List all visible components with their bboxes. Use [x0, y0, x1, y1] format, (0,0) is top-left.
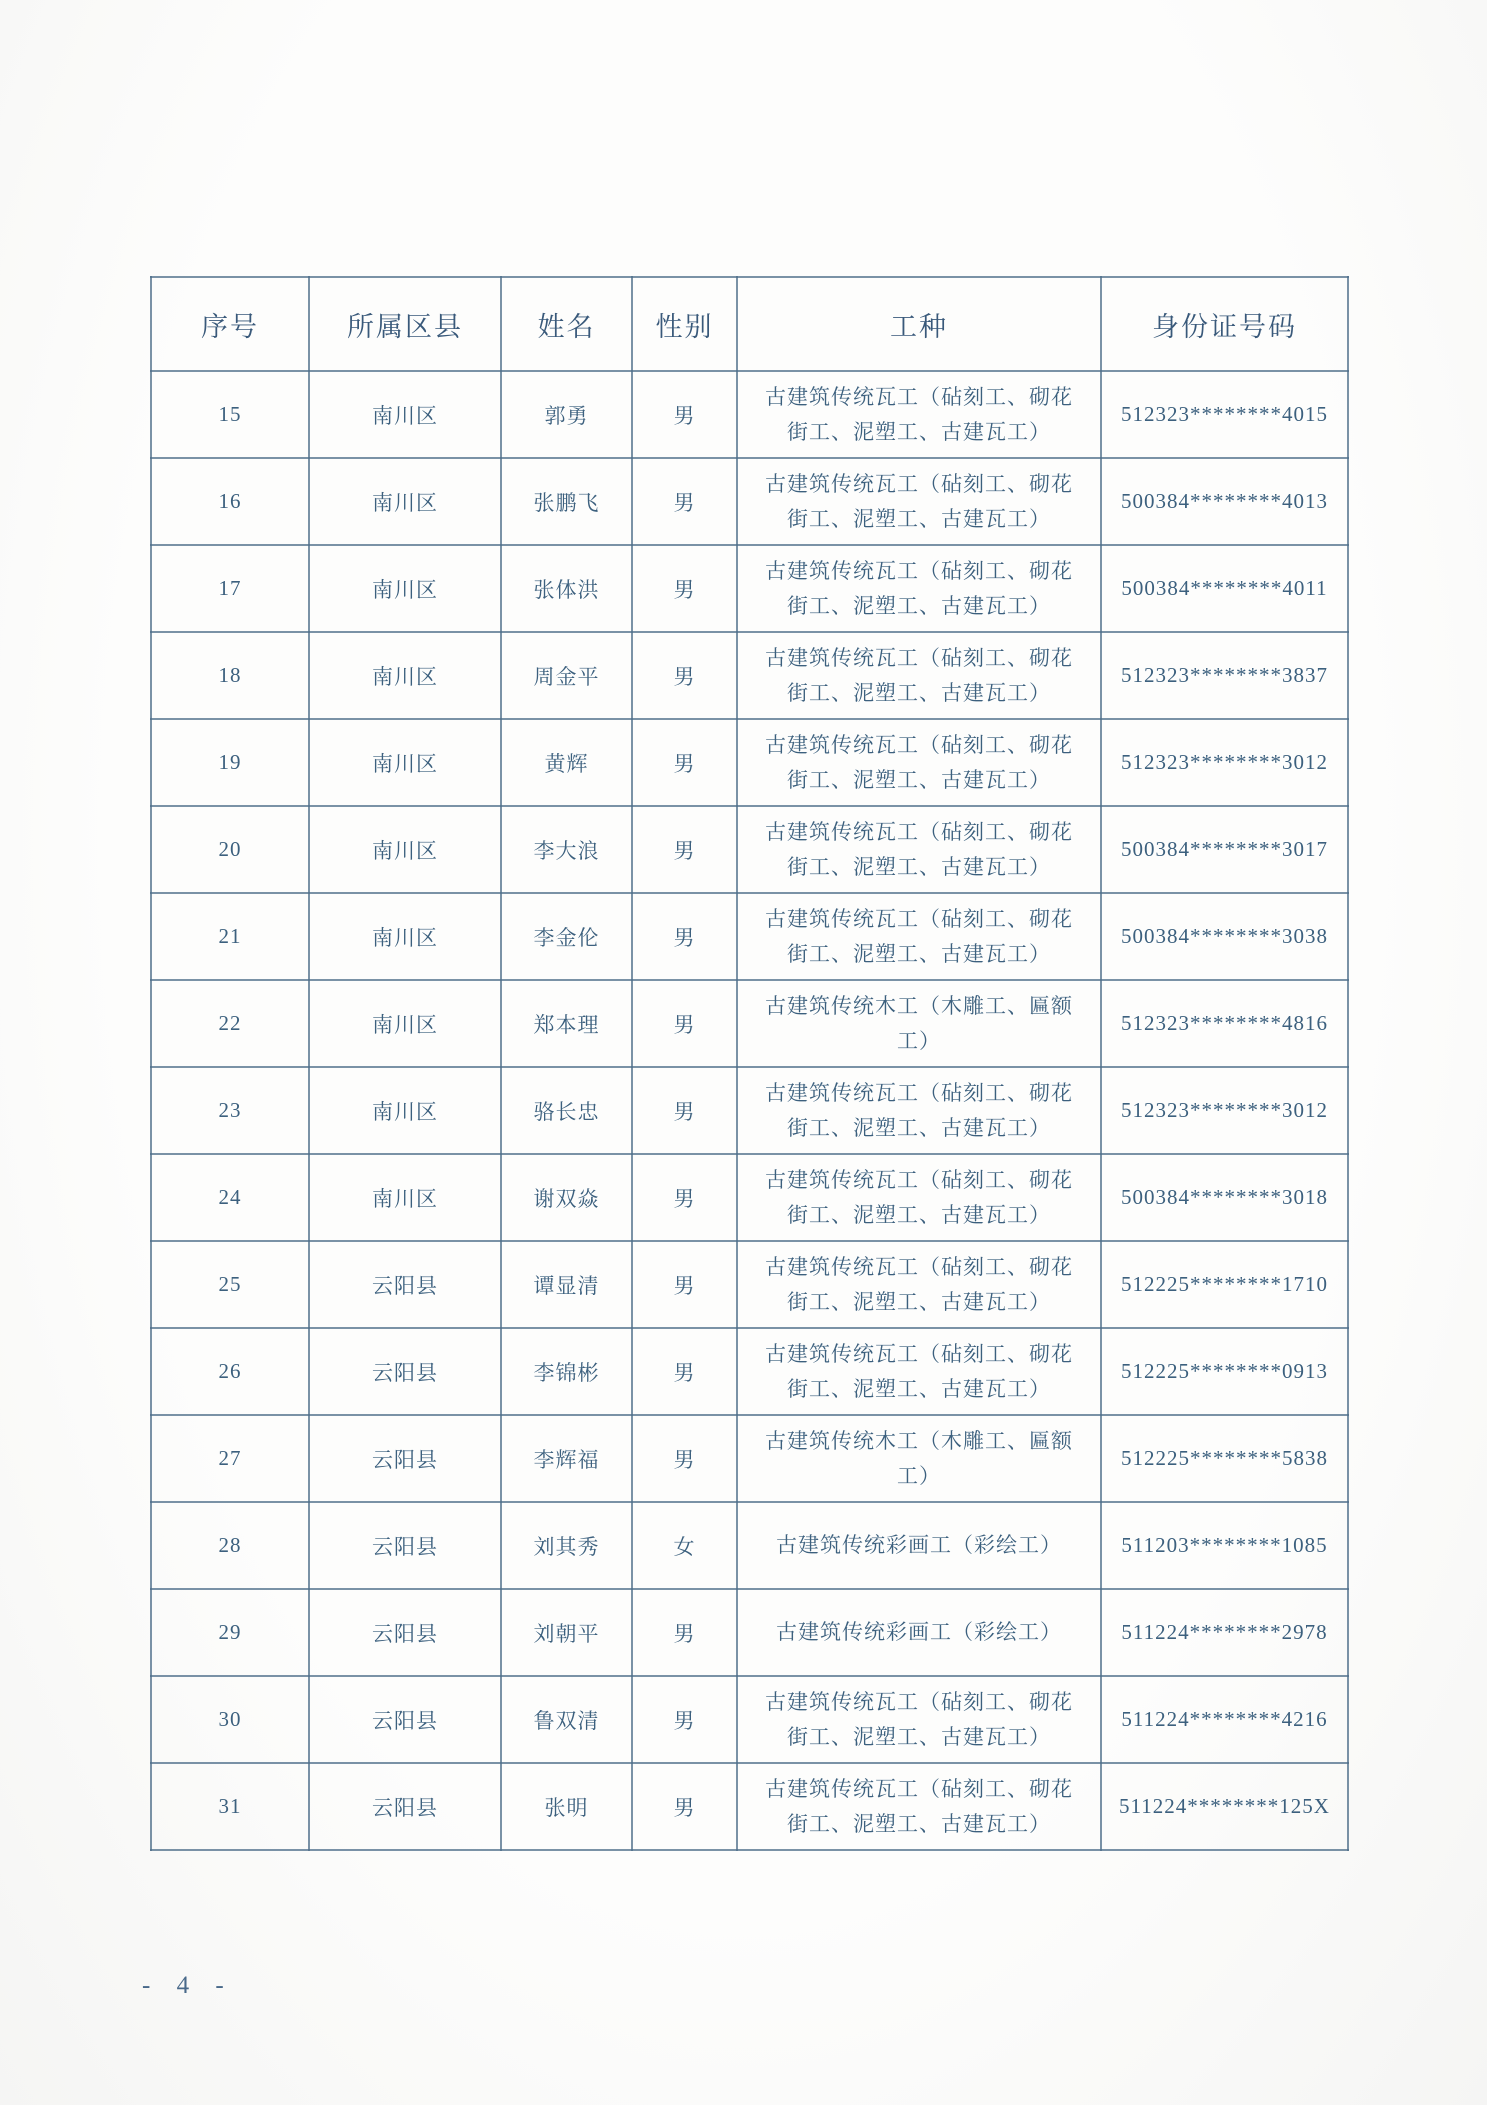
cell-serial: 27	[151, 1415, 309, 1502]
cell-serial: 17	[151, 545, 309, 632]
table-row	[151, 1328, 1348, 1415]
table-row	[151, 1763, 1348, 1850]
cell-district: 南川区	[309, 632, 501, 719]
column-header: 姓名	[501, 277, 632, 371]
table-header	[151, 277, 1348, 371]
cell-trade: 古建筑传统瓦工（砧刻工、砌花街工、泥塑工、古建瓦工）	[737, 545, 1101, 632]
cell-district: 南川区	[309, 458, 501, 545]
cell-serial: 31	[151, 1763, 309, 1850]
column-header: 工种	[737, 277, 1101, 371]
cell-serial: 20	[151, 806, 309, 893]
cell-district: 云阳县	[309, 1328, 501, 1415]
cell-gender: 男	[632, 545, 737, 632]
cell-trade: 古建筑传统彩画工（彩绘工）	[737, 1502, 1101, 1589]
cell-district: 南川区	[309, 545, 501, 632]
cell-district: 云阳县	[309, 1415, 501, 1502]
cell-id-number: 500384********3018	[1101, 1154, 1348, 1241]
cell-name: 李辉福	[501, 1415, 632, 1502]
cell-id-number: 511224********125X	[1101, 1763, 1348, 1850]
cell-id-number: 511224********2978	[1101, 1589, 1348, 1676]
cell-id-number: 512323********3837	[1101, 632, 1348, 719]
cell-name: 刘朝平	[501, 1589, 632, 1676]
cell-district: 南川区	[309, 980, 501, 1067]
cell-id-number: 512323********3012	[1101, 719, 1348, 806]
cell-gender: 男	[632, 1589, 737, 1676]
cell-serial: 30	[151, 1676, 309, 1763]
cell-gender: 男	[632, 1328, 737, 1415]
cell-serial: 23	[151, 1067, 309, 1154]
column-header: 性别	[632, 277, 737, 371]
cell-serial: 18	[151, 632, 309, 719]
cell-serial: 25	[151, 1241, 309, 1328]
cell-name: 李大浪	[501, 806, 632, 893]
cell-id-number: 512225********5838	[1101, 1415, 1348, 1502]
cell-trade: 古建筑传统瓦工（砧刻工、砌花街工、泥塑工、古建瓦工）	[737, 1676, 1101, 1763]
cell-trade: 古建筑传统木工（木雕工、匾额工）	[737, 1415, 1101, 1502]
cell-trade: 古建筑传统瓦工（砧刻工、砌花街工、泥塑工、古建瓦工）	[737, 371, 1101, 458]
table-header-row	[151, 277, 1348, 371]
cell-trade: 古建筑传统瓦工（砧刻工、砌花街工、泥塑工、古建瓦工）	[737, 458, 1101, 545]
cell-district: 南川区	[309, 371, 501, 458]
column-header: 序号	[151, 277, 309, 371]
table-row	[151, 806, 1348, 893]
column-header: 所属区县	[309, 277, 501, 371]
cell-serial: 19	[151, 719, 309, 806]
cell-serial: 29	[151, 1589, 309, 1676]
cell-name: 张明	[501, 1763, 632, 1850]
table-row	[151, 1241, 1348, 1328]
cell-gender: 男	[632, 719, 737, 806]
cell-trade: 古建筑传统瓦工（砧刻工、砌花街工、泥塑工、古建瓦工）	[737, 632, 1101, 719]
cell-serial: 22	[151, 980, 309, 1067]
cell-district: 云阳县	[309, 1589, 501, 1676]
cell-name: 骆长忠	[501, 1067, 632, 1154]
cell-name: 李金伦	[501, 893, 632, 980]
cell-district: 云阳县	[309, 1676, 501, 1763]
cell-name: 张鹏飞	[501, 458, 632, 545]
cell-id-number: 500384********3038	[1101, 893, 1348, 980]
cell-trade: 古建筑传统木工（木雕工、匾额工）	[737, 980, 1101, 1067]
cell-id-number: 512225********0913	[1101, 1328, 1348, 1415]
cell-gender: 男	[632, 1763, 737, 1850]
cell-gender: 男	[632, 980, 737, 1067]
cell-name: 郑本理	[501, 980, 632, 1067]
cell-trade: 古建筑传统彩画工（彩绘工）	[737, 1589, 1101, 1676]
cell-serial: 24	[151, 1154, 309, 1241]
cell-trade: 古建筑传统瓦工（砧刻工、砌花街工、泥塑工、古建瓦工）	[737, 1763, 1101, 1850]
table-row	[151, 1676, 1348, 1763]
cell-trade: 古建筑传统瓦工（砧刻工、砌花街工、泥塑工、古建瓦工）	[737, 1241, 1101, 1328]
table-row	[151, 371, 1348, 458]
cell-gender: 男	[632, 458, 737, 545]
cell-gender: 男	[632, 371, 737, 458]
cell-id-number: 512225********1710	[1101, 1241, 1348, 1328]
cell-district: 云阳县	[309, 1763, 501, 1850]
table-body	[151, 371, 1348, 1850]
cell-trade: 古建筑传统瓦工（砧刻工、砌花街工、泥塑工、古建瓦工）	[737, 719, 1101, 806]
cell-gender: 男	[632, 632, 737, 719]
cell-id-number: 500384********4013	[1101, 458, 1348, 545]
cell-trade: 古建筑传统瓦工（砧刻工、砌花街工、泥塑工、古建瓦工）	[737, 1067, 1101, 1154]
cell-district: 南川区	[309, 806, 501, 893]
cell-district: 云阳县	[309, 1241, 501, 1328]
cell-district: 南川区	[309, 893, 501, 980]
cell-name: 周金平	[501, 632, 632, 719]
cell-gender: 男	[632, 806, 737, 893]
cell-name: 谭显清	[501, 1241, 632, 1328]
table-row	[151, 1067, 1348, 1154]
cell-serial: 15	[151, 371, 309, 458]
cell-serial: 28	[151, 1502, 309, 1589]
cell-serial: 26	[151, 1328, 309, 1415]
table-row	[151, 1589, 1348, 1676]
cell-district: 南川区	[309, 719, 501, 806]
table-row	[151, 632, 1348, 719]
cell-trade: 古建筑传统瓦工（砧刻工、砌花街工、泥塑工、古建瓦工）	[737, 1154, 1101, 1241]
column-header: 身份证号码	[1101, 277, 1348, 371]
cell-id-number: 511203********1085	[1101, 1502, 1348, 1589]
cell-district: 南川区	[309, 1067, 501, 1154]
cell-district: 南川区	[309, 1154, 501, 1241]
table-row	[151, 1415, 1348, 1502]
cell-gender: 男	[632, 1241, 737, 1328]
cell-id-number: 500384********4011	[1101, 545, 1348, 632]
cell-name: 郭勇	[501, 371, 632, 458]
cell-id-number: 512323********4015	[1101, 371, 1348, 458]
roster-table	[150, 276, 1349, 1851]
cell-id-number: 500384********3017	[1101, 806, 1348, 893]
cell-id-number: 511224********4216	[1101, 1676, 1348, 1763]
cell-trade: 古建筑传统瓦工（砧刻工、砌花街工、泥塑工、古建瓦工）	[737, 893, 1101, 980]
cell-id-number: 512323********3012	[1101, 1067, 1348, 1154]
cell-gender: 男	[632, 1154, 737, 1241]
cell-name: 张体洪	[501, 545, 632, 632]
table-row	[151, 980, 1348, 1067]
cell-name: 谢双焱	[501, 1154, 632, 1241]
table-row	[151, 545, 1348, 632]
cell-district: 云阳县	[309, 1502, 501, 1589]
cell-serial: 16	[151, 458, 309, 545]
table-row	[151, 719, 1348, 806]
cell-name: 刘其秀	[501, 1502, 632, 1589]
cell-name: 黄辉	[501, 719, 632, 806]
page-number: - 4 -	[142, 1972, 234, 1999]
cell-gender: 男	[632, 893, 737, 980]
cell-id-number: 512323********4816	[1101, 980, 1348, 1067]
table-row	[151, 893, 1348, 980]
table-row	[151, 1502, 1348, 1589]
cell-gender: 女	[632, 1502, 737, 1589]
cell-gender: 男	[632, 1676, 737, 1763]
cell-gender: 男	[632, 1067, 737, 1154]
cell-name: 鲁双清	[501, 1676, 632, 1763]
cell-trade: 古建筑传统瓦工（砧刻工、砌花街工、泥塑工、古建瓦工）	[737, 806, 1101, 893]
cell-gender: 男	[632, 1415, 737, 1502]
cell-trade: 古建筑传统瓦工（砧刻工、砌花街工、泥塑工、古建瓦工）	[737, 1328, 1101, 1415]
cell-name: 李锦彬	[501, 1328, 632, 1415]
table-row	[151, 458, 1348, 545]
table-row	[151, 1154, 1348, 1241]
cell-serial: 21	[151, 893, 309, 980]
